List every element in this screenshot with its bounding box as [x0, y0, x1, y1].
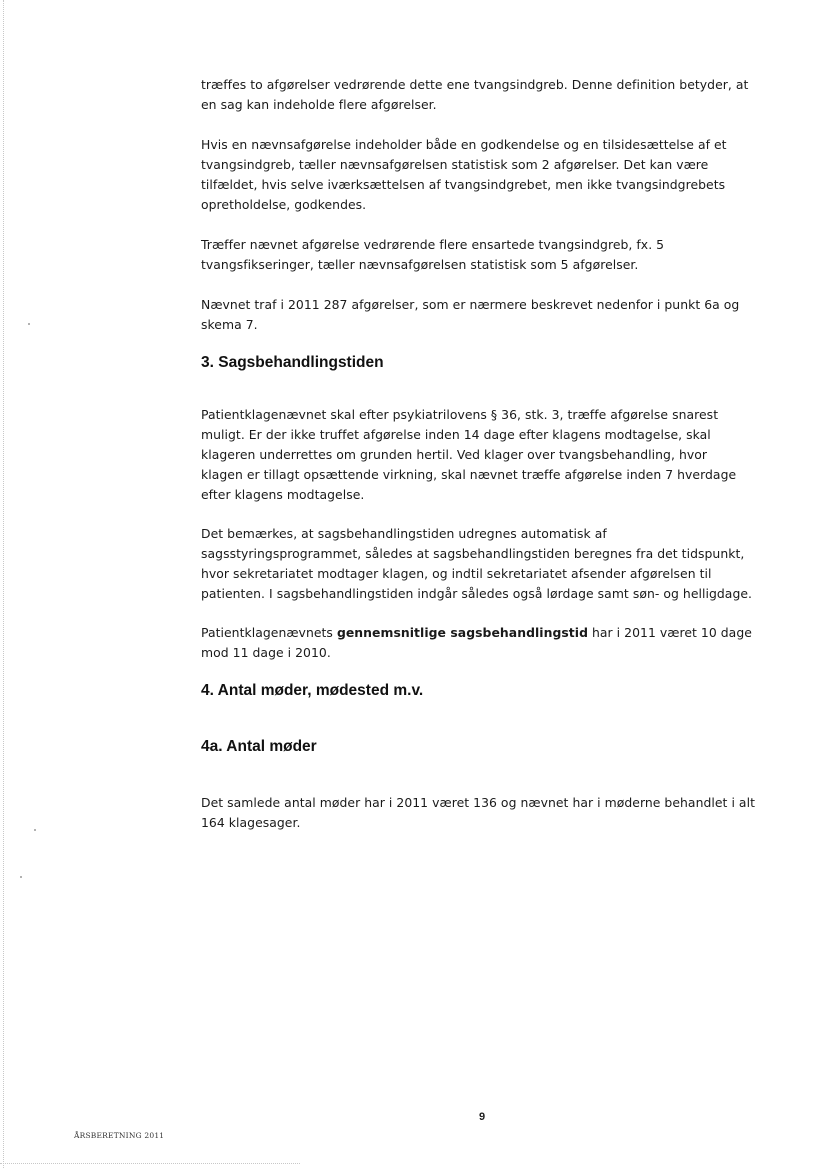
- scan-speck: [20, 876, 22, 878]
- average-time-intro: Patientklagenævnets: [201, 625, 337, 640]
- paragraph-average-processing-time: [201, 623, 761, 663]
- average-time-rest: har i 2011 været 10 dage mod 11 dage i 2010.: [201, 625, 752, 660]
- paragraph-multiple-interventions: Træffer nævnet afgørelse vedrørende flere ensartede tvangsindgreb, fx. 5 tvangsfikseringer, tæller nævnsafgørelsen statistisk som 5 afgørelser.: [201, 237, 665, 272]
- scan-edge-bottom: [0, 1163, 300, 1165]
- paragraph-deadline-rules: Patientklagenævnet skal efter psykiatrilovens § 36, stk. 3, træffe afgørelse snarest muligt. Er der ikke truffet afgørelse inden 14 dage efter klagens modtagelse, skal klageren underrettes om grunden hertil. Ved klager over tvangsbehandling, hvor klagen er tillagt opsættende virkning, skal nævnet træffe afgørelse inden 7 hverdage efter klagens modtagelse.: [201, 407, 737, 502]
- paragraph-calculation-method: Det bemærkes, at sagsbehandlingstiden udregnes automatisk af sagsstyringsprogrammet, således at sagsbehandlingstiden beregnes fra det tidspunkt, hvor sekretariatet modtager klagen, og indtil sekretariatet afsender afgørelsen til patienten. I sagsbehandlingstiden indgår således også lørdage samt søn- og helligdage.: [201, 526, 753, 601]
- paragraph-decisions-2011: Nævnet traf i 2011 287 afgørelser, som er nærmere beskrevet nedenfor i punkt 6a og skema 7.: [201, 297, 740, 332]
- scan-edge-left: [3, 0, 5, 1168]
- heading-antal-moder: 4a. Antal møder: [201, 738, 317, 755]
- page-body: [201, 75, 761, 833]
- paragraph-meetings-count: Det samlede antal møder har i 2011 været 136 og nævnet har i møderne behandlet i alt 164 klagesager.: [201, 795, 755, 830]
- heading-antal-moder-modested: 4. Antal møder, mødested m.v.: [201, 682, 424, 699]
- paragraph-mixed-decision: Hvis en nævnsafgørelse indeholder både en godkendelse og en tilsidesættelse af et tvangsindgreb, tæller nævnsafgørelsen statistisk som 2 afgørelser. Det kan være tilfældet, hvis selve iværksættelsen af tvangsindgrebet, men ikke tvangsindgrebets opretholdelse, godkendes.: [201, 137, 727, 212]
- average-time-emphasis: gennemsnitlige sagsbehandlingstid: [336, 625, 588, 640]
- page-number: 9: [479, 1111, 486, 1123]
- report-label: ÅRSBERETNING 2011: [74, 1131, 165, 1140]
- heading-sagsbehandlingstiden: 3. Sagsbehandlingstiden: [201, 354, 384, 371]
- scan-speck: [28, 323, 30, 325]
- paragraph-definition: træffes to afgørelser vedrørende dette ene tvangsindgreb. Denne definition betyder, at en sag kan indeholde flere afgørelser.: [201, 77, 749, 112]
- scan-speck: [34, 829, 36, 831]
